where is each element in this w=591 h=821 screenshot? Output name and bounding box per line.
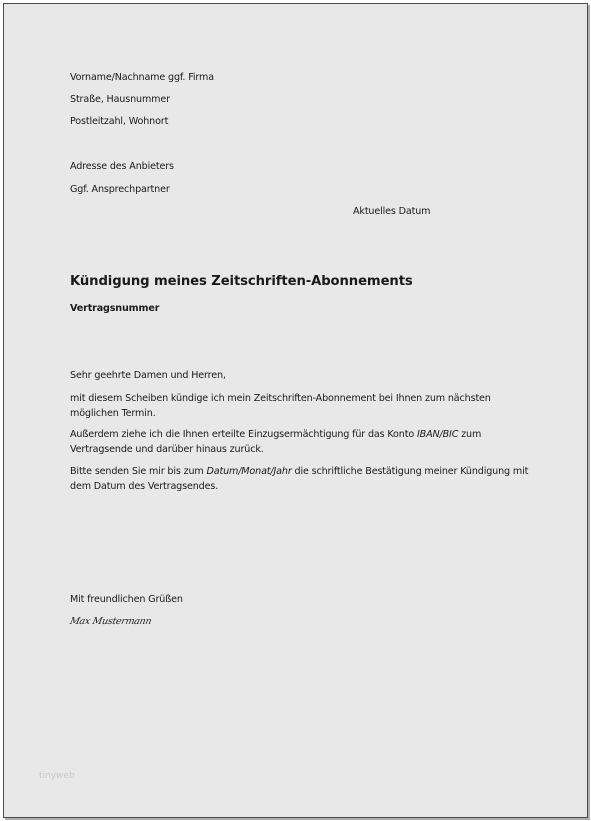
paragraph-direct-debit-text-1: Außerdem ziehe ich die Ihnen erteilte Einzugsermächtigung für das Konto bbox=[70, 429, 417, 440]
watermark: tinyweb bbox=[39, 771, 75, 781]
sender-street: Straße, Hausnummer bbox=[70, 94, 170, 105]
letter-date: Aktuelles Datum bbox=[353, 206, 431, 217]
letter-page bbox=[3, 3, 588, 818]
sender-city: Postleitzahl, Wohnort bbox=[70, 116, 169, 127]
paragraph-direct-debit-text-2: zum Vertragsende und darüber hinaus zurück. bbox=[70, 429, 482, 455]
recipient-address: Adresse des Anbieters bbox=[70, 161, 174, 172]
closing: Mit freundlichen Grüßen bbox=[70, 594, 183, 605]
contract-number: Vertragsnummer bbox=[70, 303, 160, 314]
paragraph-direct-debit-account: IBAN/BIC bbox=[416, 429, 459, 440]
recipient-contact: Ggf. Ansprechpartner bbox=[70, 184, 170, 195]
paragraph-confirmation-date: Datum/Monat/Jahr bbox=[206, 466, 292, 477]
paragraph-cancellation: mit diesem Scheiben kündige ich mein Zeitschriften-Abonnement bei Ihnen zum nächsten möglichen Termin. bbox=[70, 393, 491, 419]
paragraph-direct-debit bbox=[70, 427, 540, 457]
paragraph-confirmation bbox=[70, 464, 540, 494]
sender-name: Vorname/Nachname ggf. Firma bbox=[70, 72, 214, 83]
paragraph-confirmation-text-2: die schriftliche Bestätigung meiner Kündigung mit dem Datum des Vertragsendes. bbox=[70, 466, 529, 492]
signature: Max Mustermann bbox=[68, 616, 153, 627]
letter-subject: Kündigung meines Zeitschriften-Abonnements bbox=[70, 274, 413, 289]
salutation: Sehr geehrte Damen und Herren, bbox=[70, 370, 226, 381]
paragraph-confirmation-text-1: Bitte senden Sie mir bis zum bbox=[70, 466, 207, 477]
